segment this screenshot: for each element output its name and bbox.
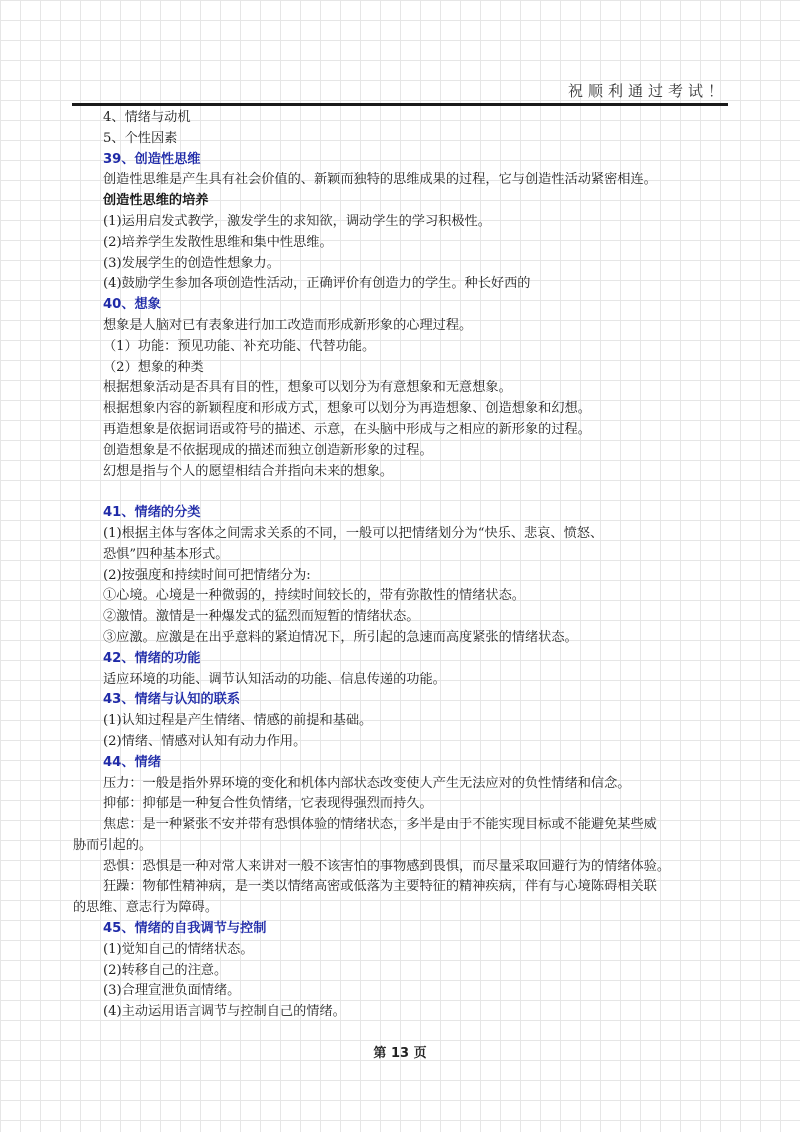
text-line: ②激情。激情是一种爆发式的猛烈而短暂的情绪状态。	[103, 609, 420, 625]
text-line: 适应环境的功能、调节认知活动的功能、信息传递的功能。	[103, 671, 446, 687]
text-line: 5、个性因素	[103, 130, 178, 146]
text-line: (1)根据主体与客体之间需求关系的不同，一般可以把情绪划分为“快乐、悲哀、愤怒、	[103, 525, 604, 541]
header-rule	[72, 103, 728, 106]
text-line: 的思维、意志行为障碍。	[73, 900, 219, 916]
text-line: （2）想象的种类	[103, 359, 204, 375]
text-line: (1)觉知自己的情绪状态。	[103, 941, 254, 957]
document-body	[73, 108, 725, 1023]
text-line: 抑郁：抑郁是一种复合性负情绪，它表现得强烈而持久。	[103, 796, 433, 812]
text-line: 幻想是指与个人的愿望相结合并指向未来的想象。	[103, 463, 394, 479]
text-line: (3)发展学生的创造性想象力。	[103, 255, 280, 271]
text-line: （1）功能：预见功能、补充功能、代替功能。	[103, 338, 376, 354]
section-heading-45: 45、情绪的自我调节与控制	[103, 921, 267, 937]
text-line: 根据想象活动是否具有目的性，想象可以划分为有意想象和无意想象。	[103, 380, 512, 396]
blank-line	[103, 482, 725, 503]
page-number: 第 13 页	[373, 1046, 427, 1061]
text-line: 根据想象内容的新颖程度和形成方式，想象可以划分为再造想象、创造想象和幻想。	[103, 401, 591, 417]
section-heading-40: 40、想象	[103, 297, 161, 313]
text-line: 焦虑：是一种紧张不安并带有恐惧体验的情绪状态，多半是由于不能实现目标或不能避免某些威	[103, 817, 657, 833]
text-line: (2)转移自己的注意。	[103, 962, 228, 978]
subheading: 创造性思维的培养	[103, 193, 209, 209]
text-line: 创造性思维是产生具有社会价值的、新颖而独特的思维成果的过程，它与创造性活动紧密相连。	[103, 172, 657, 188]
text-line: 压力：一般是指外界环境的变化和机体内部状态改变使人产生无法应对的负性情绪和信念。	[103, 775, 631, 791]
section-heading-42: 42、情绪的功能	[103, 650, 201, 666]
section-heading-41: 41、情绪的分类	[103, 505, 201, 521]
text-line: 狂躁：物郁性精神病，是一类以情绪高密或低落为主要特征的精神疾病，伴有与心境陈碍相关联	[103, 879, 657, 895]
text-line: 想象是人脑对已有表象进行加工改造而形成新形象的心理过程。	[103, 317, 473, 333]
page-header	[72, 78, 728, 106]
section-heading-44: 44、情绪	[103, 754, 161, 770]
text-line: ③应激。应激是在出乎意料的紧迫情况下，所引起的急速而高度紧张的情绪状态。	[103, 629, 578, 645]
text-line: (2)培养学生发散性思维和集中性思维。	[103, 234, 333, 250]
text-line: 再造想象是依据词语或符号的描述、示意，在头脑中形成与之相应的新形象的过程。	[103, 421, 591, 437]
text-line: (1)运用启发式教学，激发学生的求知欲，调动学生的学习积极性。	[103, 213, 491, 229]
text-line: (3)合理宣泄负面情绪。	[103, 983, 241, 999]
text-line: (2)情绪、情感对认知有动力作用。	[103, 733, 307, 749]
text-line: 恐惧”四种基本形式。	[103, 546, 229, 562]
header-slogan: 祝顺利通过考试！	[567, 82, 728, 100]
text-line: ①心境。心境是一种微弱的，持续时间较长的，带有弥散性的情绪状态。	[103, 588, 525, 604]
text-line: (1)认知过程是产生情绪、情感的前提和基础。	[103, 713, 373, 729]
section-heading-43: 43、情绪与认知的联系	[103, 692, 241, 708]
text-line: 胁而引起的。	[73, 837, 153, 853]
text-line: 恐惧：恐惧是一种对常人来讲对一般不该害怕的事物感到畏惧，而尽量采取回避行为的情绪体验。	[103, 858, 671, 874]
text-line: (4)主动运用语言调节与控制自己的情绪。	[103, 1004, 346, 1020]
text-line: (4)鼓励学生参加各项创造性活动，正确评价有创造力的学生。种长好西的	[103, 276, 531, 292]
text-line: 4、情绪与动机	[103, 110, 191, 125]
text-line: (2)按强度和持续时间可把情绪分为:	[103, 567, 311, 583]
section-heading-39: 39、创造性思维	[103, 151, 201, 167]
text-line: 创造想象是不依据现成的描述而独立创造新形象的过程。	[103, 442, 433, 458]
